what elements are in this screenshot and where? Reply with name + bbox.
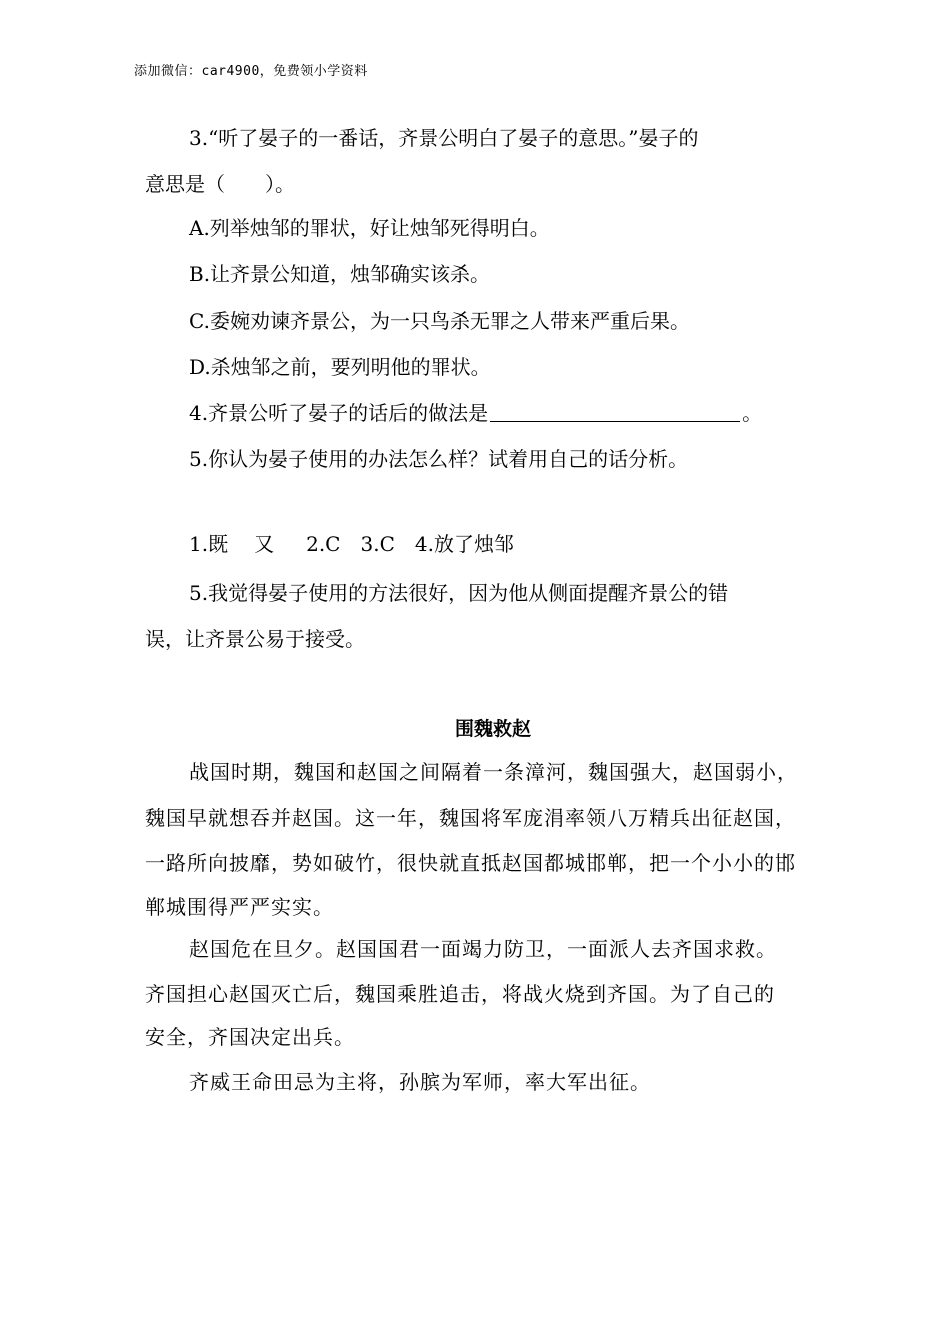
header-watermark: 添加微信：car4900，免费领小学资料: [134, 64, 368, 79]
question-4-end: 。: [742, 401, 763, 425]
story-paragraph-2-line-3: 安全，齐国决定出兵。: [145, 1025, 355, 1049]
story-paragraph-1-line-2: 魏国早就想吞并赵国。这一年，魏国将军庞涓率领八万精兵出征赵国，: [145, 806, 796, 830]
story-title: 围魏救赵: [455, 718, 532, 740]
story-paragraph-1-line-4: 郸城围得严严实实。: [145, 895, 334, 919]
answer-5-line-2: 误，让齐景公易于接受。: [145, 627, 365, 651]
story-paragraph-2-line-1: 赵国危在旦夕。赵国国君一面竭力防卫，一面派人去齐国求救。: [189, 937, 777, 961]
answers-1-to-4: [189, 530, 514, 558]
story-paragraph-3-line-1: 齐威王命田忌为主将，孙膑为军师，率大军出征。: [189, 1070, 651, 1094]
question-3-line-2: 意思是（ ）。: [145, 172, 295, 196]
question-5: 5.你认为晏子使用的办法怎么样？试着用自己的话分析。: [189, 447, 689, 471]
question-4-text: 4.齐景公听了晏子的话后的做法是: [189, 401, 489, 425]
answer-5-line-1: 5.我觉得晏子使用的方法很好，因为他从侧面提醒齐景公的错: [189, 581, 729, 605]
option-d: D.杀烛邹之前，要列明他的罪状。: [189, 355, 491, 379]
option-c: C.委婉劝谏齐景公，为一只鸟杀无罪之人带来严重后果。: [189, 309, 690, 333]
answer-1-part-1: 1.既: [189, 532, 229, 556]
answer-2: 2.C: [306, 532, 341, 556]
story-paragraph-2-line-2: 齐国担心赵国灭亡后，魏国乘胜追击，将战火烧到齐国。为了自己的: [145, 982, 775, 1006]
answer-blank[interactable]: [490, 401, 740, 422]
answer-1-part-2: 又: [254, 532, 275, 556]
story-paragraph-1-line-3: 一路所向披靡，势如破竹，很快就直抵赵国都城邯郸，把一个小小的邯: [145, 851, 796, 875]
question-4: [189, 399, 762, 427]
story-paragraph-1-line-1: 战国时期，魏国和赵国之间隔着一条漳河，魏国强大，赵国弱小，: [189, 760, 798, 784]
option-a: A.列举烛邹的罪状，好让烛邹死得明白。: [189, 216, 550, 240]
question-3-line-1: 3.“听了晏子的一番话，齐景公明白了晏子的意思。”晏子的: [189, 126, 699, 150]
answer-4: 4.放了烛邹: [414, 532, 514, 556]
option-b: B.让齐景公知道，烛邹确实该杀。: [189, 262, 491, 286]
answer-3: 3.C: [360, 532, 395, 556]
